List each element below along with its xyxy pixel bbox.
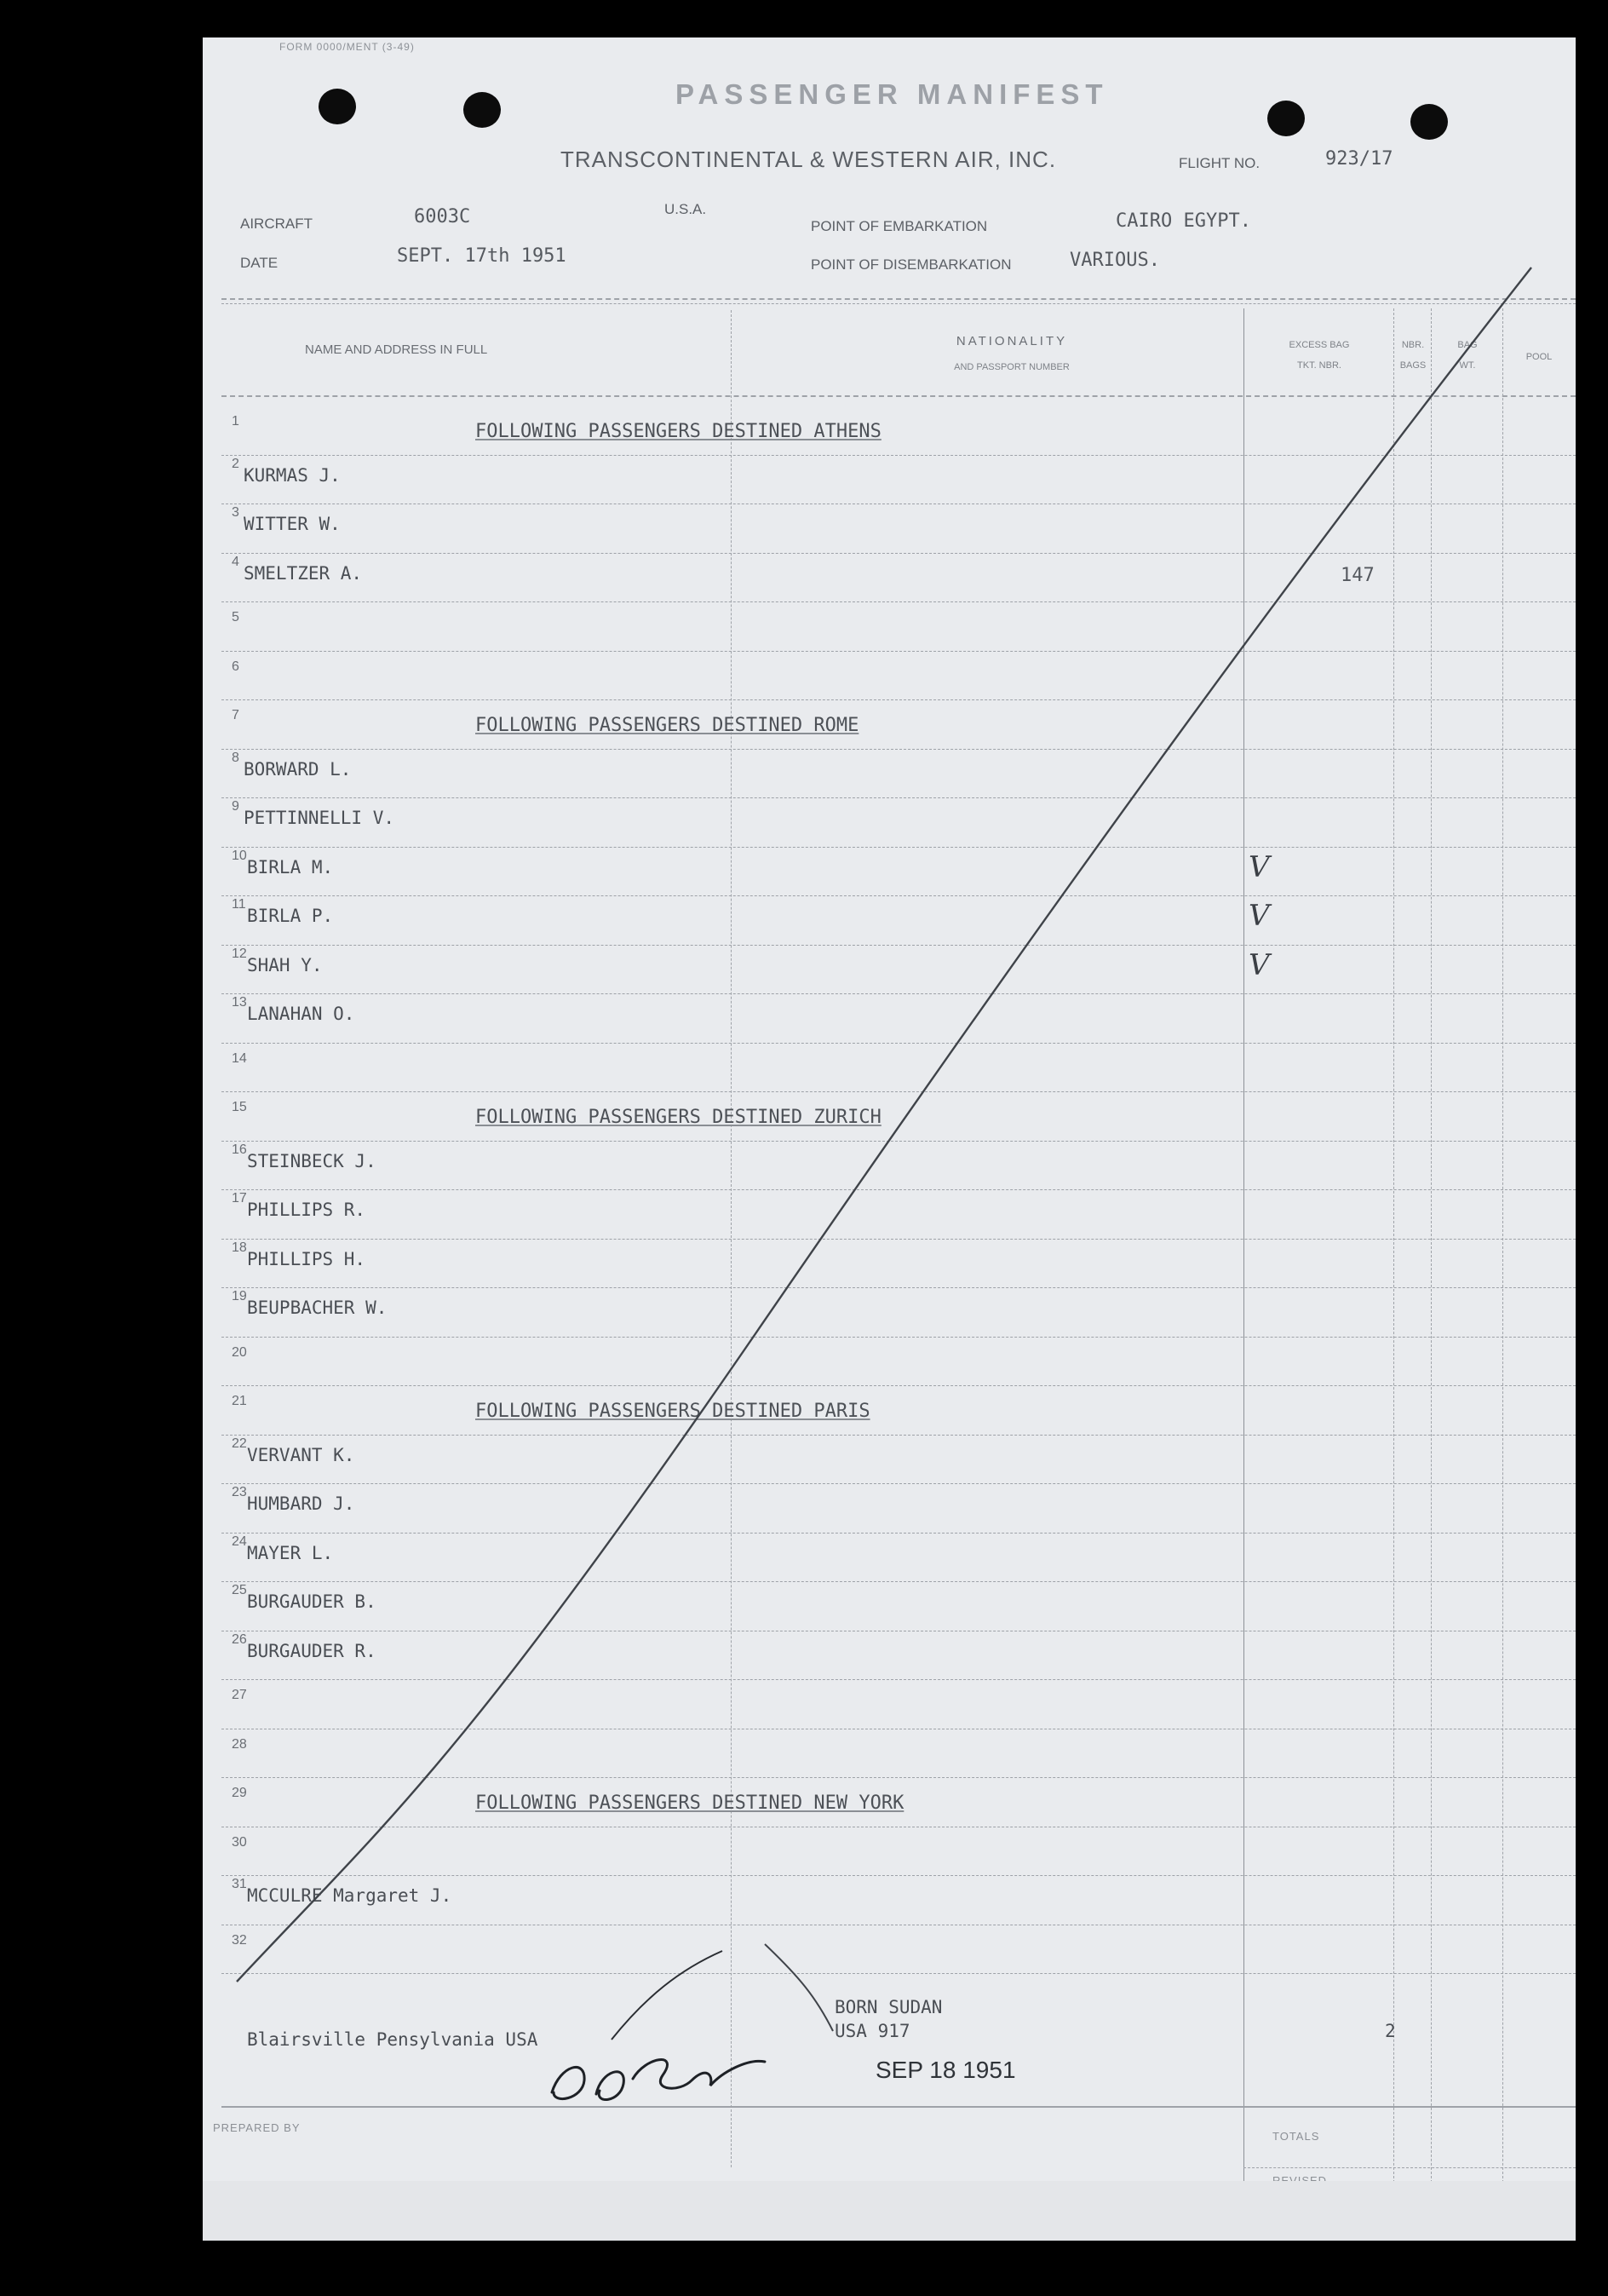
destination-heading: FOLLOWING PASSENGERS DESTINED ROME [475, 715, 859, 736]
embarkation-value: CAIRO EGYPT. [1116, 210, 1251, 232]
passenger-bag-count: 2 [1385, 2021, 1396, 2041]
col-header-nbr: NBR. [1401, 340, 1425, 350]
row-number: 13 [232, 995, 247, 1010]
check-mark: V [1249, 849, 1270, 884]
row-number: 20 [232, 1344, 247, 1360]
row-number: 6 [232, 659, 239, 674]
passenger-name: PETTINNELLI V. [244, 808, 395, 828]
passenger-name: PHILLIPS H. [247, 1248, 366, 1269]
row-number: 8 [232, 750, 239, 765]
passenger-name: SHAH Y. [247, 954, 323, 975]
passenger-name: HUMBARD J. [247, 1493, 355, 1514]
col-header-pool: POOL [1525, 352, 1553, 362]
row-number: 9 [232, 799, 239, 814]
cancel-strike-line [237, 268, 1531, 1982]
row-number: 1 [232, 414, 239, 429]
check-mark: V [1249, 899, 1270, 933]
row-number: 30 [232, 1834, 247, 1850]
col-header-excess: EXCESS BAG [1289, 340, 1350, 350]
col-header-bags: BAGS [1399, 360, 1427, 371]
passenger-nationality: BORN SUDAN [835, 1997, 943, 2017]
signature [552, 2060, 765, 2100]
row-number: 26 [232, 1631, 247, 1647]
passenger-name: VERVANT K. [247, 1444, 355, 1465]
passenger-name: BIRLA M. [247, 856, 334, 878]
aircraft-label: AIRCRAFT [240, 216, 313, 232]
row-number: 29 [232, 1786, 247, 1800]
col-header-name: NAME AND ADDRESS IN FULL [305, 342, 488, 357]
col-header-nationality: NATIONALITY [956, 334, 1068, 348]
date-label: DATE [240, 255, 279, 271]
row-number: 4 [232, 554, 239, 569]
destination-heading: FOLLOWING PASSENGERS DESTINED ATHENS [475, 421, 882, 442]
manifest-sheet [203, 37, 1576, 2241]
check-mark: V [1249, 947, 1270, 982]
row-number: 25 [232, 1583, 247, 1597]
excess-bag-value: 147 [1341, 564, 1375, 586]
passenger-name: STEINBECK J. [247, 1150, 376, 1171]
row-number: 32 [232, 1932, 247, 1948]
passenger-passport: USA 917 [835, 2021, 910, 2041]
date-value: SEPT. 17th 1951 [397, 245, 566, 267]
passenger-name: BIRLA P. [247, 906, 334, 926]
passenger-name: LANAHAN O. [247, 1004, 355, 1024]
row-number: 22 [232, 1436, 247, 1451]
passenger-name: BURGAUDER B. [247, 1591, 376, 1612]
passenger-name: WITTER W. [244, 514, 341, 534]
aircraft-value: 6003C [414, 206, 471, 227]
row-number: 15 [232, 1100, 247, 1114]
passenger-name: MCCULRE Margaret J. [247, 1885, 452, 1906]
passenger-name: MAYER L. [247, 1542, 334, 1563]
country-label: U.S.A. [664, 201, 707, 217]
passenger-name: BURGAUDER R. [247, 1640, 376, 1661]
row-number: 7 [232, 708, 239, 722]
col-header-wt: WT. [1459, 360, 1476, 371]
row-number: 11 [232, 897, 246, 912]
received-date-stamp: SEP 18 1951 [876, 2057, 1016, 2083]
row-number: 21 [232, 1394, 247, 1408]
document-title: PASSENGER MANIFEST [675, 78, 1109, 110]
destination-heading: FOLLOWING PASSENGERS DESTINED PARIS [475, 1401, 870, 1422]
passenger-name: BEUPBACHER W. [247, 1298, 388, 1318]
row-number: 2 [232, 456, 239, 471]
short-pen-stroke [765, 1944, 833, 2031]
destination-heading: FOLLOWING PASSENGERS DESTINED ZURICH [475, 1107, 882, 1128]
row-number: 17 [232, 1191, 247, 1206]
embarkation-label: POINT OF EMBARKATION [811, 218, 988, 234]
row-number: 28 [232, 1736, 247, 1752]
row-number: 27 [232, 1688, 247, 1702]
row-number: 5 [232, 610, 239, 624]
col-header-ticket: TKT. NBR. [1297, 360, 1341, 371]
passenger-name: SMELTZER A. [244, 562, 363, 584]
row-number: 31 [232, 1877, 247, 1891]
passenger-address: Blairsville Pensylvania USA [247, 2029, 538, 2050]
row-number: 19 [232, 1289, 247, 1303]
passenger-name: KURMAS J. [244, 464, 341, 486]
disembarkation-value: VARIOUS. [1070, 250, 1160, 271]
prepared-by-label: PREPARED BY [213, 2121, 301, 2134]
pen-marks [203, 37, 1576, 2241]
passenger-name: BORWARD L. [244, 758, 352, 780]
disembarkation-label: POINT OF DISEMBARKATION [811, 256, 1012, 273]
totals-label: TOTALS [1272, 2130, 1320, 2143]
airline-name: TRANSCONTINENTAL & WESTERN AIR, INC. [560, 147, 1057, 172]
flight-label: FLIGHT NO. [1179, 155, 1261, 171]
flight-value: 923/17 [1325, 148, 1393, 170]
row-number: 16 [232, 1142, 247, 1157]
row-number: 10 [232, 848, 247, 863]
passenger-name: PHILLIPS R. [247, 1200, 366, 1220]
destination-heading: FOLLOWING PASSENGERS DESTINED NEW YORK [475, 1792, 904, 1814]
row-number: 12 [232, 946, 247, 961]
row-number: 18 [232, 1240, 247, 1255]
row-number: 14 [232, 1050, 247, 1066]
form-number: FORM 0000/MENT (3-49) [279, 41, 415, 53]
row-number: 3 [232, 505, 239, 520]
col-header-bag: BAG [1457, 340, 1478, 350]
col-header-passport: AND PASSPORT NUMBER [954, 362, 1070, 372]
row-number: 24 [232, 1534, 247, 1549]
row-number: 23 [232, 1485, 247, 1499]
signature-underline [612, 1951, 722, 2040]
